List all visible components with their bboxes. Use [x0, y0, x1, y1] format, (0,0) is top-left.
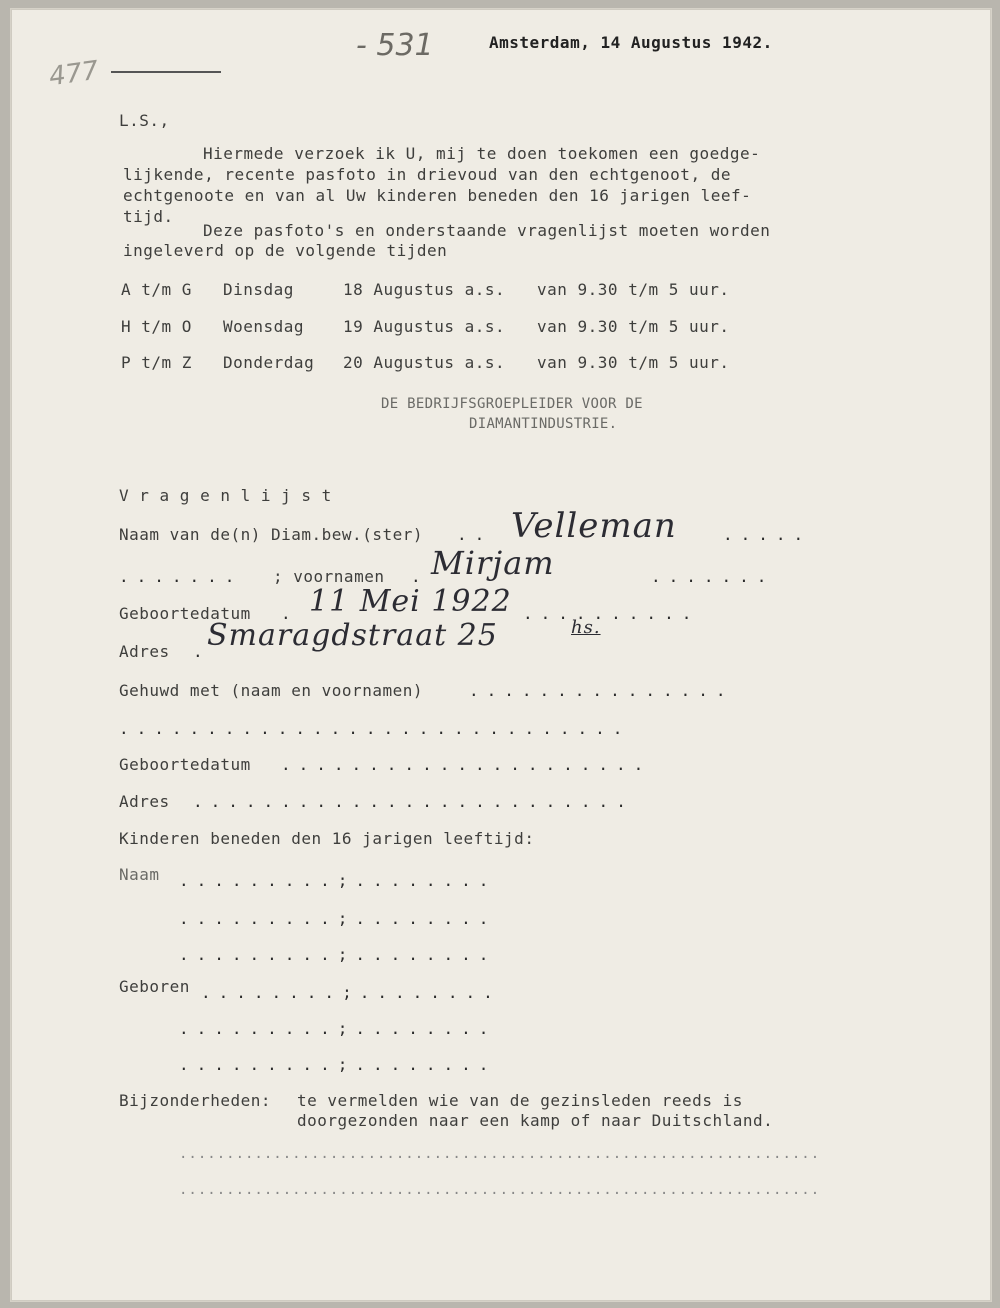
schedule-date: 20 Augustus a.s.	[343, 353, 506, 372]
remarks-line: doorgezonden naar een kamp of naar Duitschland.	[297, 1111, 774, 1130]
address-value: Smaragdstraat 25	[207, 618, 498, 653]
dotted-leader: .......	[119, 567, 243, 586]
schedule-range: P t/m Z	[121, 353, 192, 372]
dotted-leader: .........;........	[179, 1019, 497, 1038]
name-label: Naam van de(n) Diam.bew.(ster)	[119, 525, 423, 544]
married-label: Gehuwd met (naam en voornamen)	[119, 681, 423, 700]
remarks-line: te vermelden wie van de gezinsleden reeds is	[297, 1091, 743, 1110]
dotted-leader: .........;........	[179, 909, 497, 928]
children-label: Kinderen beneden den 16 jarigen leeftijd:	[119, 829, 535, 848]
dotted-leader: .............................	[119, 719, 631, 738]
birthdate-label: Geboortedatum	[119, 604, 251, 623]
dotted-leader: ....................................................................	[179, 1146, 821, 1162]
schedule-range: H t/m O	[121, 317, 192, 336]
birthdate-value: 11 Mei 1922	[309, 584, 512, 619]
signature-line: DIAMANTINDUSTRIE.	[469, 416, 618, 432]
firstname-value: Mirjam	[431, 544, 555, 582]
schedule-day: Dinsdag	[223, 280, 294, 299]
schedule-time: van 9.30 t/m 5 uur.	[537, 280, 730, 299]
signature-line: DE BEDRIJFSGROEPLEIDER VOOR DE	[381, 396, 643, 412]
schedule-day: Donderdag	[223, 353, 315, 372]
dotted-leader: ..........	[523, 604, 700, 623]
firstname-label: ; voornamen	[273, 567, 385, 586]
place-date: Amsterdam, 14 Augustus 1942.	[489, 33, 773, 52]
body-line: echtgenoote en van al Uw kinderen beneden den 16 jarigen leef-	[123, 186, 752, 205]
dotted-leader: .........................	[193, 792, 634, 811]
children-born-label: Geboren	[119, 977, 190, 996]
spouse-birthdate-label: Geboortedatum	[119, 755, 251, 774]
salutation: L.S.,	[119, 111, 170, 130]
dotted-leader: .........;........	[179, 871, 497, 890]
body-line: tijd.	[123, 207, 174, 226]
dotted-leader: ...............	[469, 681, 734, 700]
dotted-leader: .........;........	[179, 1055, 497, 1074]
body-line: lijkende, recente pasfoto in drievoud van den echtgenoot, de	[123, 165, 731, 184]
dotted-leader: ........;........	[201, 983, 501, 1002]
dotted-leader: .........;........	[179, 945, 497, 964]
remarks-label: Bijzonderheden:	[119, 1091, 271, 1110]
schedule-range: A t/m G	[121, 280, 192, 299]
dotted-leader: .......	[651, 567, 775, 586]
dotted-leader: .....................	[281, 755, 652, 774]
document-page	[10, 8, 992, 1302]
schedule-day: Woensdag	[223, 317, 305, 336]
spouse-address-label: Adres	[119, 792, 170, 811]
form-title: V r a g e n l i j s t	[119, 486, 332, 505]
document-number: - 531	[356, 28, 434, 63]
dotted-leader: ....................................................................	[179, 1182, 821, 1198]
dotted-leader: .	[193, 642, 211, 661]
pencil-archive-mark: 477	[47, 55, 101, 93]
body-line: Hiermede verzoek ik U, mij te doen toekomen een goedge-	[203, 144, 761, 163]
schedule-time: van 9.30 t/m 5 uur.	[537, 317, 730, 336]
body-line: Deze pasfoto's en onderstaande vragenlijst moeten worden	[203, 221, 771, 240]
pencil-underline	[111, 71, 221, 73]
name-value: Velleman	[511, 506, 677, 546]
body-line: ingeleverd op de volgende tijden	[123, 241, 448, 260]
dotted-leader: .....	[723, 525, 812, 544]
schedule-time: van 9.30 t/m 5 uur.	[537, 353, 730, 372]
address-label: Adres	[119, 642, 170, 661]
address-suffix: hs.	[571, 617, 601, 638]
schedule-date: 18 Augustus a.s.	[343, 280, 506, 299]
dotted-leader: .	[281, 604, 299, 623]
schedule-date: 19 Augustus a.s.	[343, 317, 506, 336]
dotted-leader: ..	[457, 525, 493, 544]
dotted-leader: .	[411, 567, 429, 586]
children-name-label: Naam	[119, 865, 160, 884]
